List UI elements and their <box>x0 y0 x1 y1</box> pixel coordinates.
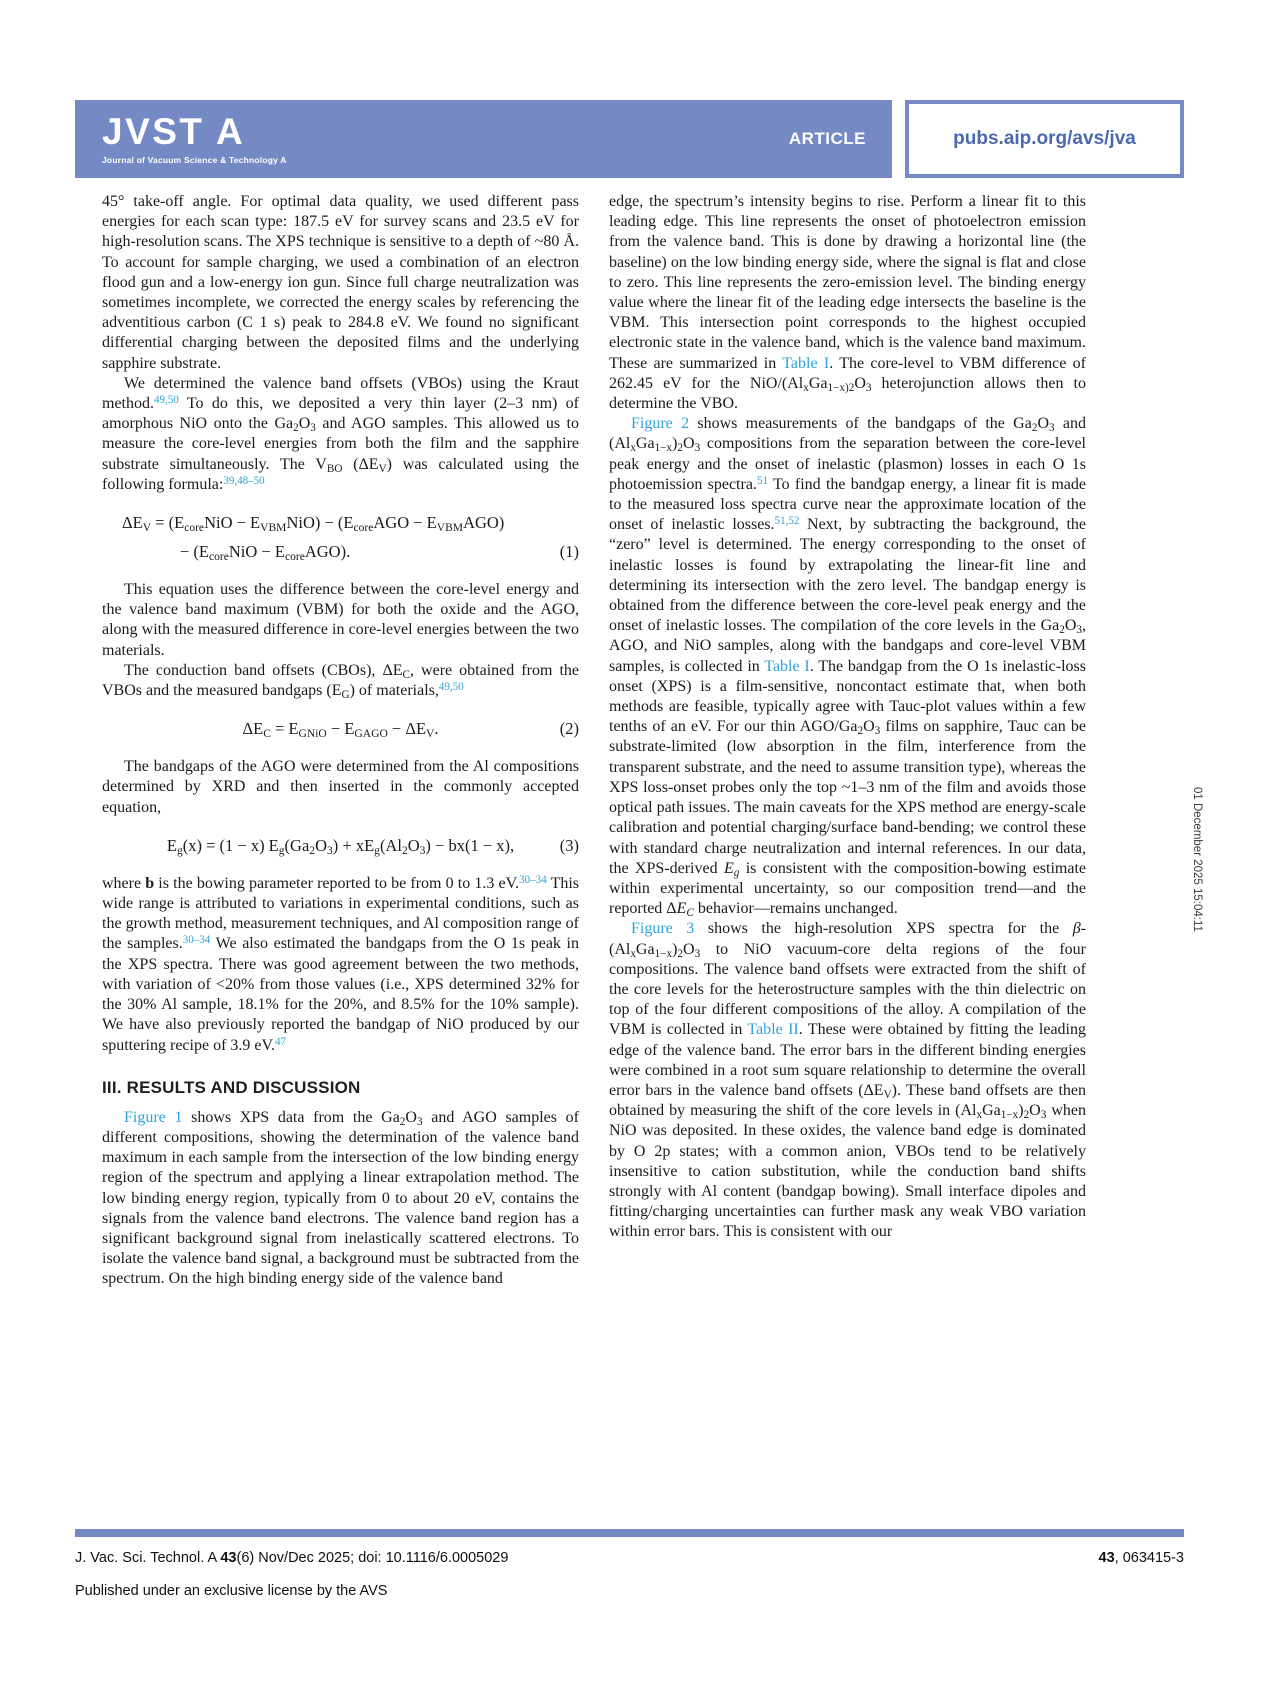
equation-1-number: (1) <box>559 542 579 562</box>
equation-1 <box>102 512 579 563</box>
equation-3 <box>102 835 579 857</box>
equation-3-number: (3) <box>559 835 579 855</box>
equation-1-line1: $\Delta E_V = (E_{core}NiO - E_{VBM}NiO) - (E_{core}AGO - E_{VBM}AGO)$ <box>122 513 505 534</box>
paragraph-bowing-parameter: where b is the bowing parameter reported to be from 0 to 1.3 eV.$^{30-34}$ This wide range is attributed to variations in experimental conditions, such as the growth method, measurement techniques, and Al composition range of the samples.$^{30-34}$ We also estimated the bandgaps from the O 1s peak in the XPS spectra. There was good agreement between the two methods, with variation of <20% from those values (i.e., XPS determined 32% for the 30% Al sample, 18.1% for the 20%, and 8.5% for the 10% sample). We have also previously reported the bandgap of NiO produced by our sputtering recipe of 3.9 eV.$^{47}$ <box>102 873 580 1054</box>
journal-subtitle: Journal of Vacuum Science & Technology A <box>102 155 287 165</box>
equation-2-number: (2) <box>559 719 579 739</box>
citation-link[interactable]: 51 <box>756 474 768 487</box>
footer-page-number: 43, 063415-3 <box>1098 1550 1184 1566</box>
site-url-box <box>905 100 1184 178</box>
column-left <box>102 192 579 1290</box>
citation-link[interactable]: 30–34 <box>182 934 211 947</box>
paragraph-cbo: The conduction band offsets (CBOs), $\Delta E_C$, were obtained from the VBOs and the measured bandgaps $(E_G)$ of materials,$^{49,50}$ <box>102 661 579 701</box>
paragraph-takeoff-angle: 45° take-off angle. For optimal data quality, we used different pass energies for each scan type: 187.5 eV for survey scans and 23.5 eV for high-resolution scans. The XPS technique is sensitive to a depth of ~80 Å. To account for sample charging, we used a combination of an electron flood gun and a low-energy ion gun. Since full charge neutralization was sometimes incomplete, we corrected the energy scales by referencing the adventitious carbon (C 1 s) peak to 284.8 eV. We found no significant differential charging between the deposited films and the underlying sapphire substrate. <box>102 193 579 372</box>
site-url-link[interactable]: pubs.aip.org/avs/jva <box>953 128 1136 149</box>
figure-1-link[interactable]: Figure 1 <box>124 1108 183 1126</box>
paragraph-leading-edge: edge, the spectrum’s intensity begins to rise. Perform a linear fit to this leading edge. This line represents the onset of photoelectron emission from the valence band. This is done by drawing a horizontal line (the baseline) on the low binding energy side, where the signal is flat and close to zero. This line represents the zero-emission level. The binding energy value where the linear fit of the leading edge intersects the baseline is the VBM. This intersection point corresponds to the highest occupied electronic state in the valence band, which is the valence band maximum. These are summarized in Table I. The core-level to VBM difference of 262.45 eV for the NiO/($Al_xGa_{1-x)2}O_3$ heterojunction allows then to determine the VBO. <box>609 193 1086 413</box>
header-banner <box>75 100 892 178</box>
figure-2-link[interactable]: Figure 2 <box>631 415 690 433</box>
table-2-link[interactable]: Table II <box>747 1021 799 1039</box>
citation-link[interactable]: 49,50 <box>438 681 464 694</box>
article-badge: ARTICLE <box>788 129 866 148</box>
figure-3-link[interactable]: Figure 3 <box>631 920 695 938</box>
citation-link[interactable]: 49,50 <box>154 394 179 407</box>
footer-left-block <box>75 1550 508 1599</box>
citation-link[interactable]: 39,48–50 <box>223 474 265 487</box>
paragraph-figure-3: Figure 3 shows the high-resolution XPS spectra for the $\beta-(Al_xGa_{1-x})_2O_3$ to NiO vacuum-core delta regions of the four compositions. The valence band offsets were extracted from the shift of the core levels for the heterostructure samples with the thin dielectric on top of the four different compositions of the alloy. A compilation of the VBM is collected in Table II. These were obtained by fitting the leading edge of the valence band. The error bars in the different binding energies were combined in a root sum square relationship to determine the overall error bars in the valence band offsets $(\Delta E_V)$. These band offsets are then obtained by measuring the shift of the core levels in $(Al_xGa_{1-x})_2O_3$ when NiO was deposited. In these oxides, the valence band edge is dominated by O 2p states; with a common anion, VBOs tend to be relatively insensitive to cation substitution, while the conduction band shifts strongly with Al content (bandgap bowing). Small interface dipoles and fitting/charging uncertainties can further mask any weak VBO variation within error bars. This is consistent with our <box>609 920 1087 1241</box>
download-stamp: 01 December 2025 15:04:11 <box>1191 787 1203 932</box>
journal-logo: JVST A <box>102 111 246 152</box>
footer-citation: J. Vac. Sci. Technol. A 43(6) Nov/Dec 2025; doi: 10.1116/6.0005029 <box>75 1550 509 1566</box>
paragraph-equation-explanation: This equation uses the difference between the core-level energy and the valence band maximum (VBM) for both the oxide and the AGO, along with the measured difference in core-level energies between the two materials. <box>102 581 579 659</box>
equation-2 <box>102 718 579 740</box>
table-1-link[interactable]: Table I <box>782 354 830 372</box>
paragraph-kraut-method: We determined the valence band offsets (VBOs) using the Kraut method.$^{49,50}$ To do this, we deposited a very thin layer (2–3 nm) of amorphous NiO onto the $Ga_2O_3$ and AGO samples. This allowed us to measure the core-level energies from both the film and the sapphire substrate simultaneously. The $V_{BO}$ $(\Delta E_V)$ was calculated using the following formula:$^{39,48-50}$ <box>102 374 579 493</box>
paragraph-figure-1: Figure 1 shows XPS data from the $Ga_2O_3$ and AGO samples of different compositions, showing the determination of the valence band maximum in each sample from the intersection of the low binding energy region of the spectrum and applying a linear extrapolation method. The low binding energy region, typically from 0 to about 20 eV, contains the signals from the valence band electrons. The valence band region has a significant background signal from inelastically scattered electrons. To isolate the valence band signal, a background must be subtracted from the spectrum. On the high binding energy side of the valence band <box>102 1108 579 1288</box>
equation-1-line2: − $(E_{core}NiO - E_{core}AGO)$. <box>180 542 351 563</box>
equation-3-body: $E_g(x) = (1 - x) E_g(Ga_2O_3) + xE_g(Al_2O_3) - bx(1 - x)$, <box>166 835 515 857</box>
section-heading-results: III. RESULTS AND DISCUSSION <box>102 1077 361 1097</box>
footer-license: Published under an exclusive license by the AVS <box>75 1583 388 1599</box>
citation-link[interactable]: 30–34 <box>519 873 547 886</box>
paragraph-bandgaps-ago: The bandgaps of the AGO were determined from the Al compositions determined by XRD and then inserted in the commonly accepted equation, <box>102 758 579 816</box>
journal-logo-block <box>102 113 287 165</box>
table-1-link[interactable]: Table I <box>764 657 810 675</box>
column-right <box>609 192 1086 1243</box>
footer-rule <box>75 1529 1184 1537</box>
paragraph-figure-2: Figure 2 shows measurements of the bandgaps of the $Ga_2O_3$ and $(Al_xGa_{1-x})_2O_3$ compositions from the separation between the core-level peak energy and the onset of inelastic (plasmon) losses in each O 1s photoemission spectra.$^{51}$ To find the bandgap energy, a linear fit is made to the measured loss spectra curve near the approximate location of the onset of inelastic losses.$^{51,52}$ Next, by subtracting the background, the “zero” level is determined. The energy corresponding to the onset of inelastic losses is found by extrapolating the linear-fit line and determining its intersection with the zero level. The bandgap energy is obtained from the difference between the core-level peak energy and the onset of inelastic losses. The compilation of the core levels in the $Ga_2O_3$, AGO, and NiO samples, along with the bandgaps and core-level VBM samples, is collected in Table I. The bandgap from the O 1s inelastic-loss onset (XPS) is a film-sensitive, noncontact estimate that, when both methods are feasible, typically agree with Tauc-plot values within a few tenths of an eV. For our thin AGO/$Ga_2O_3$ films on sapphire, Tauc can be substrate-limited (low absorption in the film, interference from the transparent substrate, and the need to assume transition type), whereas the XPS loss-onset probes only the top ~1–3 nm of the film and avoids those optical path issues. The main caveats for the XPS method are energy-scale calibration and potential charging/surface band-bending; we control these with standard charge neutralization and internal references. In our data, the XPS-derived $E_g$ is consistent with the composition-bowing estimate within experimental uncertainty, so our composition trend—and the reported $\Delta E_C$ behavior—remains unchanged. <box>609 415 1087 919</box>
citation-link[interactable]: 51,52 <box>774 515 800 528</box>
equation-2-body: $\Delta E_C = E_{GNiO} - E_{GAGO} - \Delta E_V$. <box>242 719 439 741</box>
citation-link[interactable]: 47 <box>275 1035 287 1048</box>
